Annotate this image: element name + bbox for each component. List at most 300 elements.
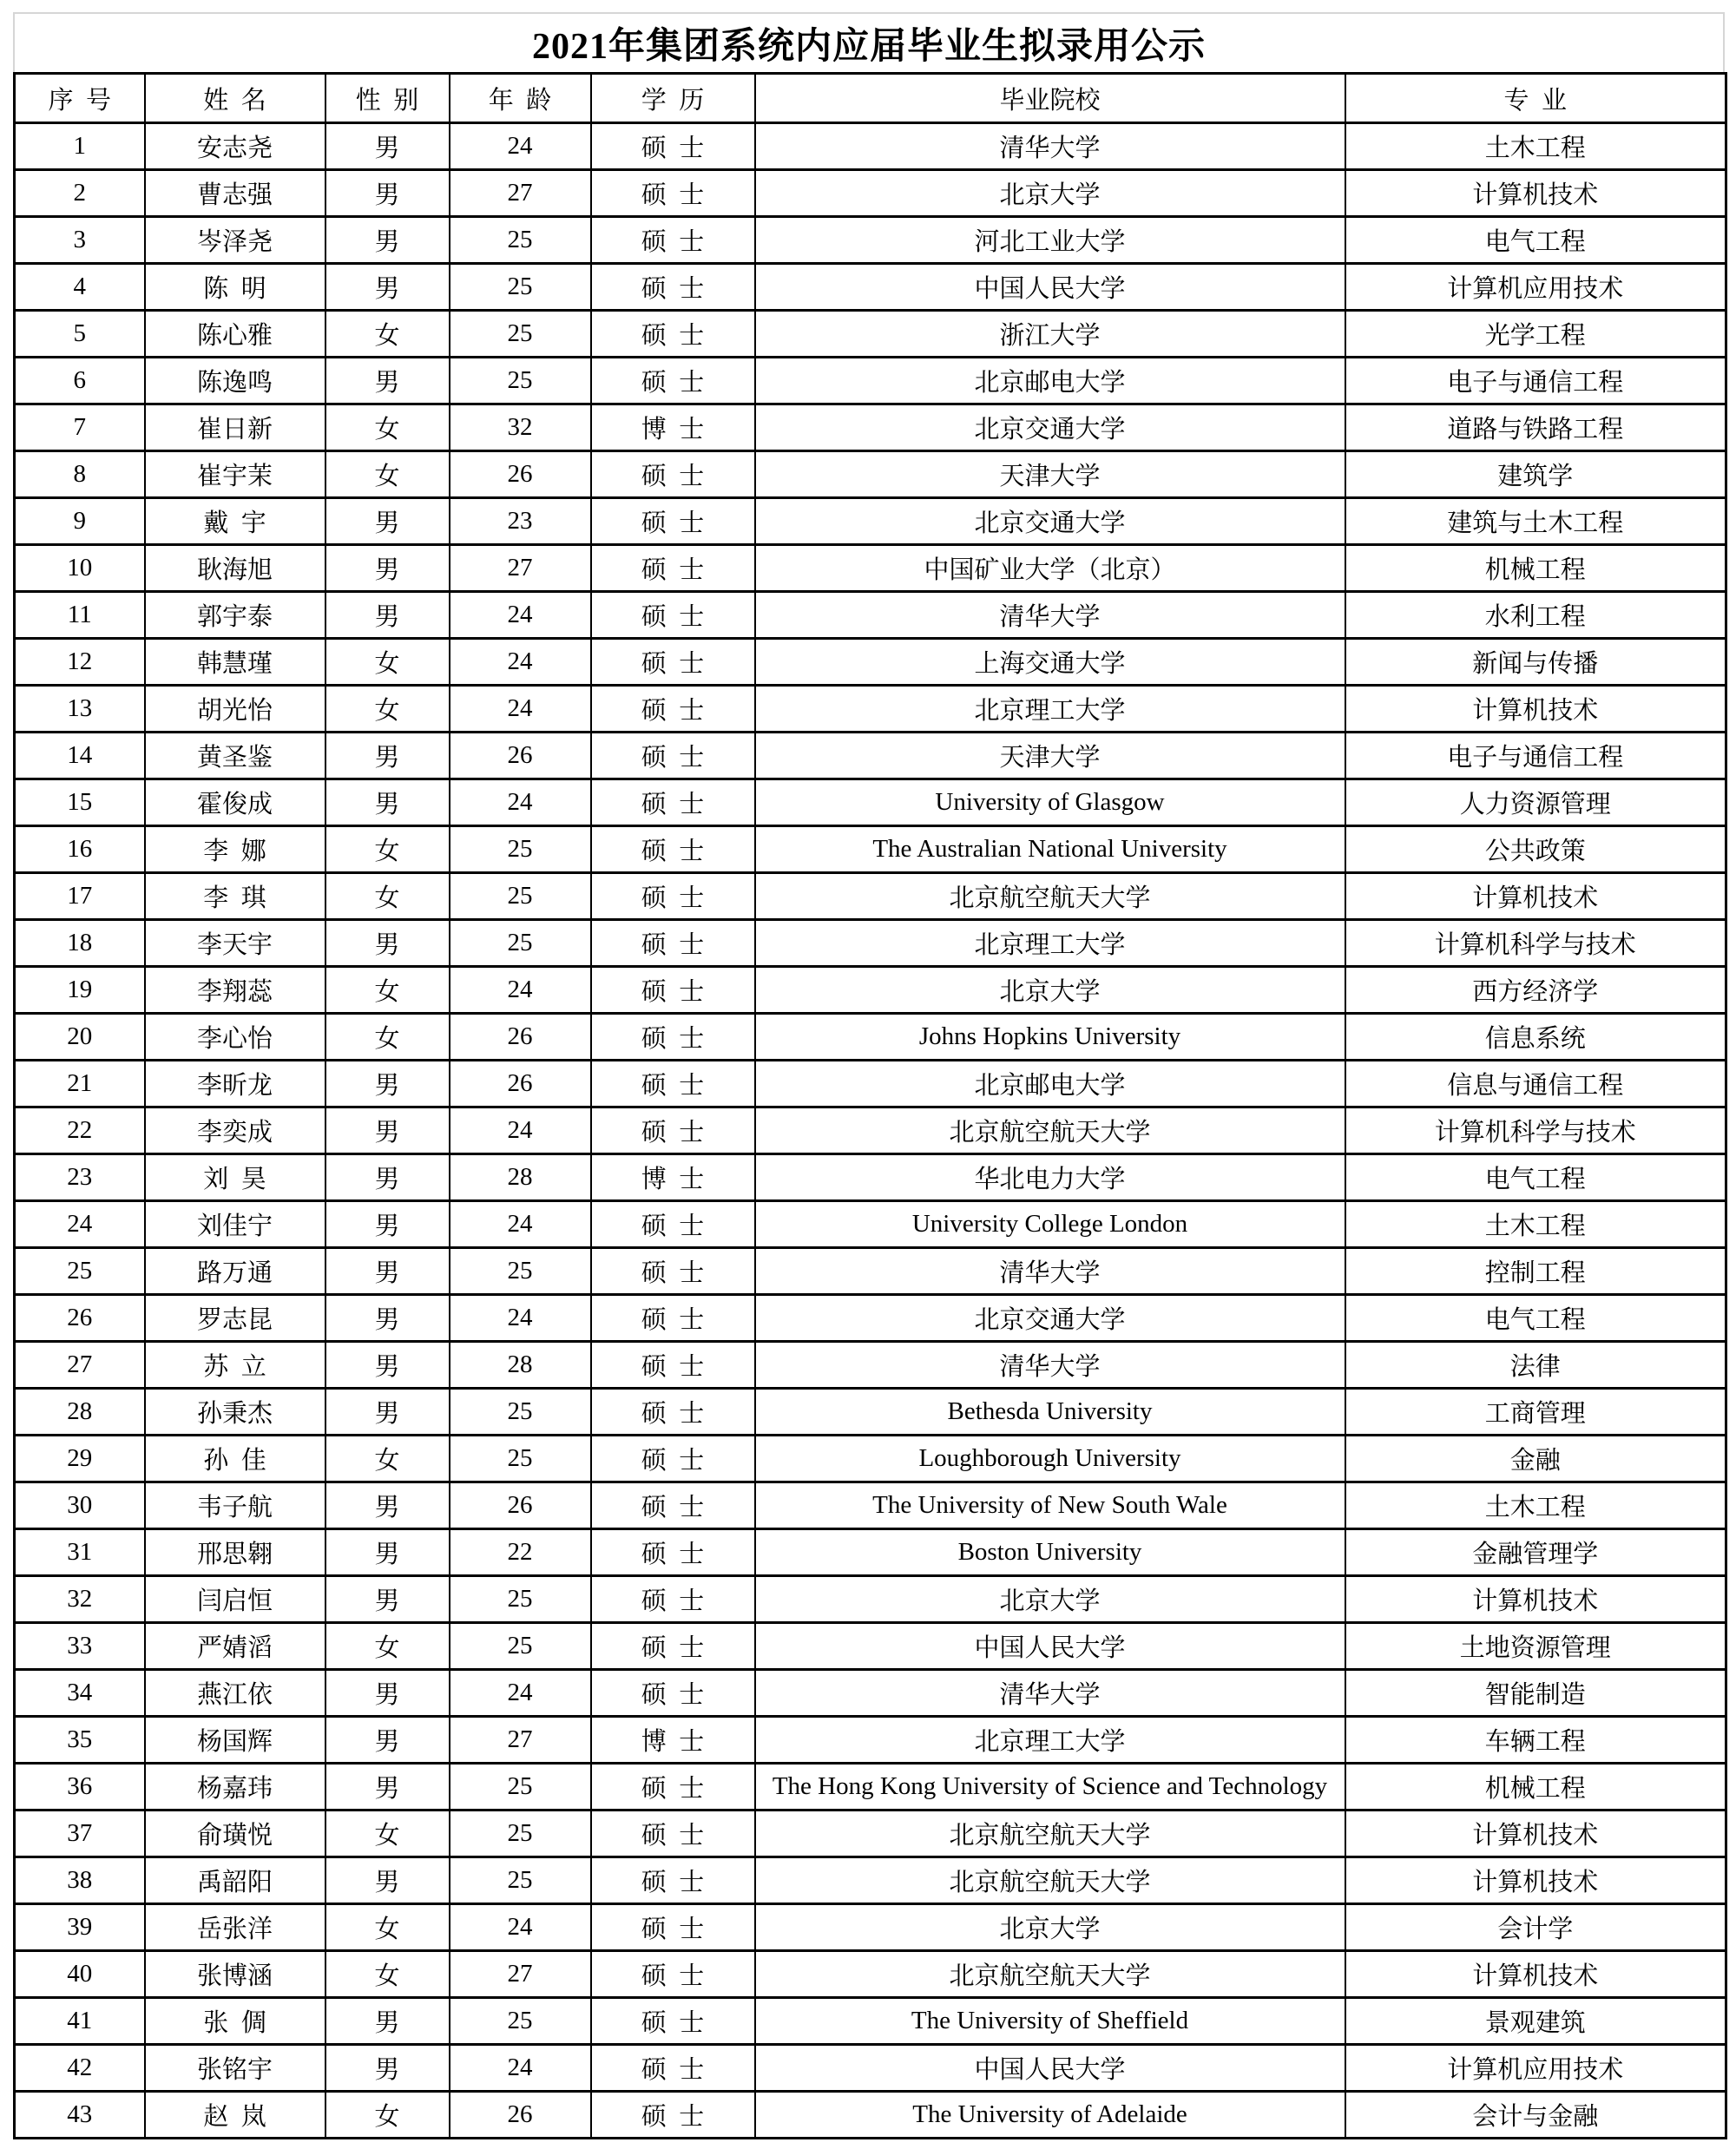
cell-gender: 男 [326,1201,450,1248]
cell-school: Bethesda University [755,1389,1345,1436]
cell-degree: 硕士 [591,123,755,170]
cell-gender: 女 [326,311,450,358]
cell-age: 25 [450,1811,591,1857]
cell-no: 31 [15,1529,145,1576]
cell-degree: 硕士 [591,170,755,217]
cell-degree: 硕士 [591,1764,755,1811]
table-row [15,170,1726,217]
cell-name: 罗志昆 [145,1295,326,1342]
cell-major: 建筑与土木工程 [1345,498,1726,545]
cell-name: 崔宇茉 [145,451,326,498]
cell-gender: 男 [326,264,450,311]
table-row [15,1201,1726,1248]
cell-no: 26 [15,1295,145,1342]
cell-degree: 硕士 [591,1201,755,1248]
cell-degree: 硕士 [591,1811,755,1857]
cell-no: 12 [15,639,145,686]
table-header-gender: 性别 [326,74,450,123]
cell-name: 严婧滔 [145,1623,326,1670]
cell-degree: 硕士 [591,545,755,592]
cell-name: 路万通 [145,1248,326,1295]
cell-name: 孙秉杰 [145,1389,326,1436]
cell-gender: 男 [326,123,450,170]
cell-major: 建筑学 [1345,451,1726,498]
cell-age: 27 [450,545,591,592]
cell-school: The University of Sheffield [755,1998,1345,2045]
cell-no: 10 [15,545,145,592]
cell-age: 24 [450,1201,591,1248]
cell-name: 韩慧瑾 [145,639,326,686]
cell-school: 北京航空航天大学 [755,873,1345,920]
cell-age: 25 [450,358,591,404]
cell-name: 李天宇 [145,920,326,967]
cell-gender: 女 [326,639,450,686]
cell-degree: 硕士 [591,311,755,358]
table-row [15,1014,1726,1061]
table-row [15,1154,1726,1201]
cell-degree: 硕士 [591,779,755,826]
cell-no: 18 [15,920,145,967]
cell-degree: 硕士 [591,686,755,733]
cell-gender: 男 [326,592,450,639]
cell-major: 信息与通信工程 [1345,1061,1726,1107]
cell-age: 25 [450,873,591,920]
cell-gender: 男 [326,1998,450,2045]
cell-no: 27 [15,1342,145,1389]
cell-age: 24 [450,1670,591,1717]
cell-school: 中国矿业大学（北京） [755,545,1345,592]
table-row [15,1576,1726,1623]
cell-age: 26 [450,451,591,498]
cell-major: 电子与通信工程 [1345,733,1726,779]
cell-age: 24 [450,779,591,826]
cell-gender: 男 [326,1154,450,1201]
cell-degree: 硕士 [591,358,755,404]
table-row [15,311,1726,358]
cell-age: 25 [450,1436,591,1482]
cell-no: 30 [15,1482,145,1529]
cell-gender: 男 [326,1529,450,1576]
cell-school: 上海交通大学 [755,639,1345,686]
cell-major: 土地资源管理 [1345,1623,1726,1670]
cell-name: 赵岚 [145,2092,326,2139]
cell-gender: 女 [326,1811,450,1857]
cell-name: 陈逸鸣 [145,358,326,404]
cell-name: 岳张洋 [145,1904,326,1951]
cell-name: 戴宇 [145,498,326,545]
cell-degree: 硕士 [591,1529,755,1576]
cell-degree: 硕士 [591,1998,755,2045]
cell-degree: 硕士 [591,1389,755,1436]
cell-gender: 男 [326,1342,450,1389]
cell-age: 25 [450,826,591,873]
cell-age: 24 [450,686,591,733]
cell-name: 李心怡 [145,1014,326,1061]
cell-school: 清华大学 [755,123,1345,170]
cell-school: 北京大学 [755,170,1345,217]
cell-name: 张铭宇 [145,2045,326,2092]
cell-name: 陈心雅 [145,311,326,358]
cell-no: 13 [15,686,145,733]
cell-name: 岑泽尧 [145,217,326,264]
cell-name: 安志尧 [145,123,326,170]
table-header-no: 序号 [15,74,145,123]
cell-name: 刘佳宁 [145,1201,326,1248]
table-body [15,123,1726,2139]
cell-no: 11 [15,592,145,639]
cell-major: 金融 [1345,1436,1726,1482]
cell-name: 燕江依 [145,1670,326,1717]
cell-degree: 硕士 [591,1482,755,1529]
table-row [15,1295,1726,1342]
table-row [15,264,1726,311]
cell-name: 霍俊成 [145,779,326,826]
cell-name: 刘昊 [145,1154,326,1201]
cell-gender: 男 [326,1061,450,1107]
cell-age: 24 [450,967,591,1014]
cell-name: 黄圣鉴 [145,733,326,779]
cell-major: 道路与铁路工程 [1345,404,1726,451]
cell-major: 会计学 [1345,1904,1726,1951]
cell-gender: 男 [326,545,450,592]
cell-name: 李娜 [145,826,326,873]
cell-degree: 硕士 [591,1436,755,1482]
table-row [15,545,1726,592]
table-row [15,592,1726,639]
cell-no: 3 [15,217,145,264]
cell-no: 32 [15,1576,145,1623]
cell-age: 26 [450,733,591,779]
cell-major: 控制工程 [1345,1248,1726,1295]
cell-school: 北京航空航天大学 [755,1857,1345,1904]
cell-no: 14 [15,733,145,779]
cell-no: 7 [15,404,145,451]
table-row [15,1529,1726,1576]
cell-major: 计算机技术 [1345,873,1726,920]
cell-school: 北京大学 [755,1904,1345,1951]
cell-major: 计算机技术 [1345,1811,1726,1857]
cell-no: 23 [15,1154,145,1201]
cell-no: 15 [15,779,145,826]
cell-major: 信息系统 [1345,1014,1726,1061]
cell-school: The University of New South Wale [755,1482,1345,1529]
table-row [15,1107,1726,1154]
cell-gender: 男 [326,1107,450,1154]
cell-school: 北京航空航天大学 [755,1107,1345,1154]
cell-degree: 硕士 [591,1014,755,1061]
cell-no: 28 [15,1389,145,1436]
table-row [15,733,1726,779]
cell-no: 38 [15,1857,145,1904]
table-row [15,686,1726,733]
cell-school: 北京邮电大学 [755,358,1345,404]
cell-name: 崔日新 [145,404,326,451]
cell-name: 李琪 [145,873,326,920]
cell-age: 28 [450,1342,591,1389]
cell-degree: 硕士 [591,1342,755,1389]
cell-no: 2 [15,170,145,217]
cell-major: 计算机应用技术 [1345,264,1726,311]
cell-degree: 硕士 [591,2045,755,2092]
cell-gender: 男 [326,1764,450,1811]
cell-school: 浙江大学 [755,311,1345,358]
cell-gender: 女 [326,1904,450,1951]
table-row [15,1904,1726,1951]
cell-degree: 硕士 [591,967,755,1014]
table-row [15,1857,1726,1904]
cell-gender: 男 [326,358,450,404]
table-row [15,498,1726,545]
cell-no: 34 [15,1670,145,1717]
cell-gender: 女 [326,826,450,873]
table-header-school: 毕业院校 [755,74,1345,123]
cell-degree: 硕士 [591,1904,755,1951]
cell-age: 25 [450,1389,591,1436]
table-row [15,2092,1726,2139]
table-row [15,639,1726,686]
cell-age: 24 [450,639,591,686]
cell-age: 26 [450,1482,591,1529]
table-header-degree: 学历 [591,74,755,123]
table-header-major: 专业 [1345,74,1726,123]
cell-school: 中国人民大学 [755,2045,1345,2092]
cell-school: The Australian National University [755,826,1345,873]
cell-gender: 男 [326,1717,450,1764]
cell-school: Boston University [755,1529,1345,1576]
table-row [15,1436,1726,1482]
cell-school: 北京大学 [755,967,1345,1014]
cell-gender: 女 [326,1014,450,1061]
cell-major: 计算机技术 [1345,686,1726,733]
page-title: 2021年集团系统内应届毕业生拟录用公示 [13,12,1725,72]
cell-no: 36 [15,1764,145,1811]
table-row [15,779,1726,826]
cell-gender: 女 [326,967,450,1014]
cell-major: 计算机技术 [1345,170,1726,217]
cell-age: 27 [450,1951,591,1998]
cell-gender: 男 [326,217,450,264]
cell-no: 5 [15,311,145,358]
cell-name: 杨嘉玮 [145,1764,326,1811]
cell-school: 清华大学 [755,1670,1345,1717]
cell-no: 19 [15,967,145,1014]
table-header-name: 姓名 [145,74,326,123]
cell-name: 李昕龙 [145,1061,326,1107]
cell-school: 北京理工大学 [755,686,1345,733]
cell-degree: 硕士 [591,592,755,639]
cell-age: 28 [450,1154,591,1201]
cell-age: 24 [450,123,591,170]
table-row [15,920,1726,967]
cell-name: 邢思翱 [145,1529,326,1576]
cell-age: 24 [450,1295,591,1342]
cell-degree: 硕士 [591,451,755,498]
cell-name: 张博涵 [145,1951,326,1998]
cell-gender: 女 [326,1951,450,1998]
cell-major: 智能制造 [1345,1670,1726,1717]
cell-name: 李奕成 [145,1107,326,1154]
table-row [15,1482,1726,1529]
cell-age: 27 [450,170,591,217]
cell-degree: 硕士 [591,1576,755,1623]
cell-name: 孙佳 [145,1436,326,1482]
cell-no: 35 [15,1717,145,1764]
cell-major: 电子与通信工程 [1345,358,1726,404]
cell-gender: 女 [326,1623,450,1670]
cell-major: 电气工程 [1345,217,1726,264]
cell-age: 23 [450,498,591,545]
cell-age: 24 [450,2045,591,2092]
cell-major: 公共政策 [1345,826,1726,873]
cell-major: 新闻与传播 [1345,639,1726,686]
cell-major: 西方经济学 [1345,967,1726,1014]
cell-gender: 女 [326,451,450,498]
cell-school: 清华大学 [755,592,1345,639]
cell-gender: 男 [326,779,450,826]
table-row [15,1061,1726,1107]
cell-degree: 硕士 [591,639,755,686]
cell-no: 29 [15,1436,145,1482]
cell-age: 26 [450,1014,591,1061]
cell-age: 24 [450,1904,591,1951]
cell-age: 25 [450,920,591,967]
cell-major: 土木工程 [1345,1482,1726,1529]
cell-school: University of Glasgow [755,779,1345,826]
cell-name: 李翔蕊 [145,967,326,1014]
cell-no: 16 [15,826,145,873]
cell-no: 4 [15,264,145,311]
cell-school: 清华大学 [755,1248,1345,1295]
cell-school: 北京邮电大学 [755,1061,1345,1107]
cell-degree: 博士 [591,404,755,451]
table-row [15,1998,1726,2045]
table-row [15,826,1726,873]
table-row [15,873,1726,920]
table-row [15,2045,1726,2092]
cell-gender: 男 [326,1295,450,1342]
cell-no: 20 [15,1014,145,1061]
table-header-age: 年龄 [450,74,591,123]
cell-gender: 女 [326,404,450,451]
cell-school: 天津大学 [755,451,1345,498]
table-row [15,404,1726,451]
table-row [15,123,1726,170]
table-row [15,1342,1726,1389]
cell-age: 25 [450,1998,591,2045]
cell-gender: 女 [326,1436,450,1482]
cell-major: 金融管理学 [1345,1529,1726,1576]
table-row [15,1248,1726,1295]
cell-name: 张倜 [145,1998,326,2045]
cell-major: 电气工程 [1345,1295,1726,1342]
cell-school: Johns Hopkins University [755,1014,1345,1061]
cell-name: 耿海旭 [145,545,326,592]
cell-school: 北京大学 [755,1576,1345,1623]
table-row [15,1670,1726,1717]
table-row [15,1623,1726,1670]
cell-age: 26 [450,1061,591,1107]
cell-degree: 硕士 [591,1248,755,1295]
cell-gender: 男 [326,170,450,217]
cell-gender: 女 [326,2092,450,2139]
cell-major: 人力资源管理 [1345,779,1726,826]
cell-age: 22 [450,1529,591,1576]
cell-age: 25 [450,1248,591,1295]
table-row [15,1717,1726,1764]
cell-major: 机械工程 [1345,1764,1726,1811]
cell-major: 计算机科学与技术 [1345,920,1726,967]
table-row [15,1811,1726,1857]
cell-major: 土木工程 [1345,123,1726,170]
cell-degree: 硕士 [591,498,755,545]
cell-major: 计算机应用技术 [1345,2045,1726,2092]
cell-gender: 男 [326,1670,450,1717]
cell-major: 工商管理 [1345,1389,1726,1436]
cell-degree: 硕士 [591,1857,755,1904]
cell-name: 曹志强 [145,170,326,217]
cell-school: 北京理工大学 [755,920,1345,967]
cell-no: 41 [15,1998,145,2045]
cell-school: University College London [755,1201,1345,1248]
cell-degree: 博士 [591,1154,755,1201]
cell-degree: 硕士 [591,1061,755,1107]
cell-name: 俞璜悦 [145,1811,326,1857]
cell-school: Loughborough University [755,1436,1345,1482]
cell-school: 中国人民大学 [755,1623,1345,1670]
cell-major: 电气工程 [1345,1154,1726,1201]
cell-gender: 女 [326,873,450,920]
cell-gender: 男 [326,1248,450,1295]
cell-degree: 硕士 [591,2092,755,2139]
cell-name: 苏立 [145,1342,326,1389]
table-row [15,217,1726,264]
cell-degree: 硕士 [591,264,755,311]
cell-name: 胡光怡 [145,686,326,733]
cell-major: 计算机技术 [1345,1857,1726,1904]
cell-age: 25 [450,264,591,311]
cell-major: 车辆工程 [1345,1717,1726,1764]
cell-name: 郭宇泰 [145,592,326,639]
cell-degree: 硕士 [591,1295,755,1342]
cell-no: 39 [15,1904,145,1951]
graduates-table [13,72,1727,2139]
cell-degree: 博士 [591,1717,755,1764]
table-row [15,1389,1726,1436]
cell-school: 中国人民大学 [755,264,1345,311]
cell-gender: 男 [326,498,450,545]
cell-no: 37 [15,1811,145,1857]
cell-school: 清华大学 [755,1342,1345,1389]
cell-no: 33 [15,1623,145,1670]
cell-school: 北京交通大学 [755,498,1345,545]
cell-no: 22 [15,1107,145,1154]
cell-no: 24 [15,1201,145,1248]
cell-no: 25 [15,1248,145,1295]
cell-degree: 硕士 [591,733,755,779]
cell-age: 27 [450,1717,591,1764]
cell-age: 24 [450,592,591,639]
table-row [15,358,1726,404]
cell-degree: 硕士 [591,873,755,920]
cell-age: 25 [450,311,591,358]
cell-age: 32 [450,404,591,451]
cell-age: 25 [450,1576,591,1623]
cell-age: 25 [450,1764,591,1811]
cell-no: 8 [15,451,145,498]
cell-no: 43 [15,2092,145,2139]
cell-no: 9 [15,498,145,545]
cell-school: 天津大学 [755,733,1345,779]
